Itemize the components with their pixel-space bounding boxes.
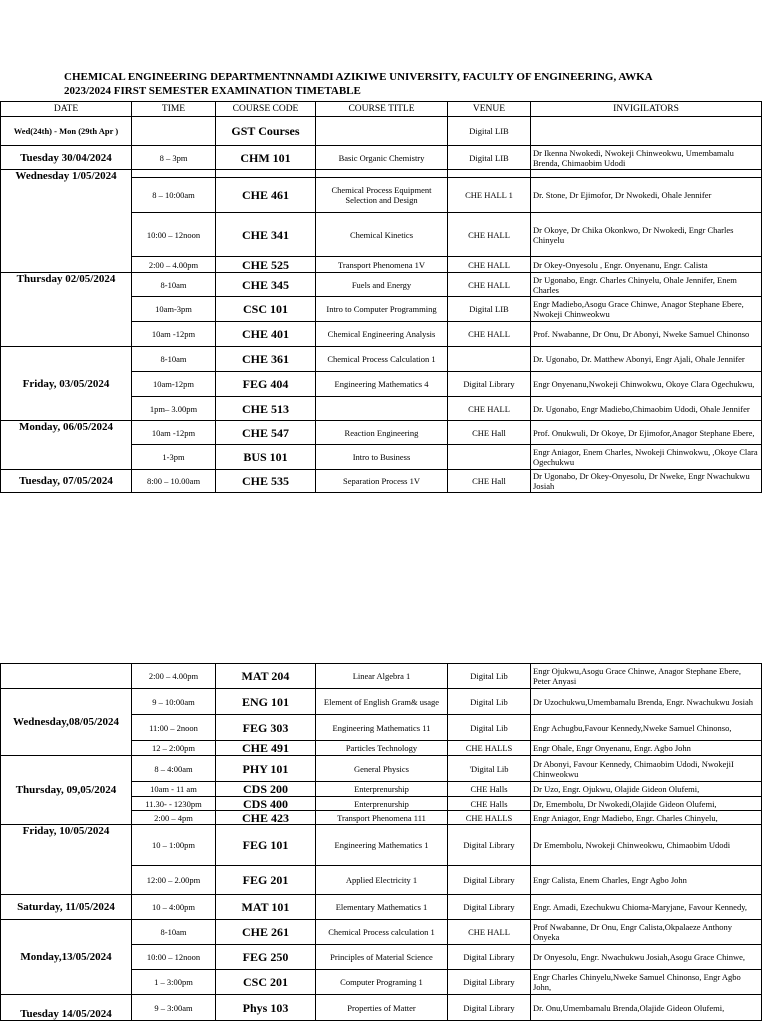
- course-code-cell: MAT 204: [216, 664, 316, 689]
- title-line-1: CHEMICAL ENGINEERING DEPARTMENTNNAMDI AZIKIWE UNIVERSITY, FACULTY OF ENGINEERING, AWKA: [64, 71, 653, 83]
- date-cell: Tuesday 14/05/2024: [1, 995, 132, 1021]
- venue-cell: CHE HALL: [448, 322, 531, 347]
- course-code-cell: CSC 201: [216, 970, 316, 995]
- invigilators-cell: Dr. Ugonabo, Dr. Matthew Abonyi, Engr Ajali, Ohale Jennifer: [531, 347, 762, 372]
- venue-cell: Digital LIB: [448, 297, 531, 322]
- time-cell: 10:00 – 12noon: [132, 945, 216, 970]
- time-cell: 10am-3pm: [132, 297, 216, 322]
- time-cell: 10am - 11 am: [132, 782, 216, 797]
- course-code-cell: CHE 423: [216, 811, 316, 825]
- invigilators-cell: [531, 117, 762, 146]
- course-title-cell: Chemical Process Calculation 1: [316, 347, 448, 372]
- invigilators-cell: Engr Aniagor, Engr Madiebo, Engr. Charles Chinyelu,: [531, 811, 762, 825]
- date-cell: Friday, 03/05/2024: [1, 347, 132, 421]
- col-header-date: DATE: [1, 102, 132, 117]
- course-title-cell: Engineering Mathematics 4: [316, 372, 448, 397]
- col-header-invigilators: INVIGILATORS: [531, 102, 762, 117]
- course-title-cell: Engineering Mathematics 11: [316, 715, 448, 741]
- date-cell: Thursday 02/05/2024: [1, 273, 132, 347]
- table-row: [1, 995, 762, 1021]
- invigilators-cell: Dr Emembolu, Nwokeji Chinweokwu, Chimaobim Udodi: [531, 825, 762, 866]
- time-cell: 8-10am: [132, 273, 216, 297]
- invigilators-cell: Dr Ikenna Nwokedi, Nwokeji Chinweokwu, Umembamalu Brenda, Chimaobim Udodi: [531, 146, 762, 170]
- course-title-cell: Chemical Kinetics: [316, 213, 448, 257]
- invigilators-cell: Dr Ugonabo, Dr Okey-Onyesolu, Dr Nweke, Engr Nwachukwu Josiah: [531, 470, 762, 493]
- course-title-cell: Principles of Material Science: [316, 945, 448, 970]
- time-cell: 9 – 3:00am: [132, 995, 216, 1021]
- time-cell: 8:00 – 10.00am: [132, 470, 216, 493]
- venue-cell: CHE HALL: [448, 273, 531, 297]
- course-code-cell: CHE 361: [216, 347, 316, 372]
- venue-cell: CHE HALL: [448, 213, 531, 257]
- course-title-cell: Computer Programing 1: [316, 970, 448, 995]
- course-code-cell: BUS 101: [216, 445, 316, 470]
- venue-cell: Digital Lib: [448, 689, 531, 715]
- timetable-part-2: [0, 663, 762, 1021]
- course-code-cell: GST Courses: [216, 117, 316, 146]
- course-code-cell: ENG 101: [216, 689, 316, 715]
- course-code-cell: CHE 535: [216, 470, 316, 493]
- table-row: [1, 347, 762, 372]
- course-code-cell: FEG 101: [216, 825, 316, 866]
- invigilators-cell: Dr, Emembolu, Dr Nwokedi,Olajide Gideon Olufemi,: [531, 797, 762, 811]
- venue-cell: Digital LIB: [448, 146, 531, 170]
- date-cell: [1, 664, 132, 689]
- venue-cell: [448, 170, 531, 178]
- time-cell: 12:00 – 2.00pm: [132, 866, 216, 895]
- invigilators-cell: Engr Aniagor, Enem Charles, Nwokeji Chinwokwu, ,Okoye Clara Ogechukwu: [531, 445, 762, 470]
- course-code-cell: PHY 101: [216, 756, 316, 782]
- course-code-cell: MAT 101: [216, 895, 316, 920]
- table-row: [1, 117, 762, 146]
- course-title-cell: Chemical Process calculation 1: [316, 920, 448, 945]
- invigilators-cell: Dr Uzo, Engr. Ojukwu, Olajide Gideon Olufemi,: [531, 782, 762, 797]
- col-header-time: TIME: [132, 102, 216, 117]
- invigilators-cell: Engr Ojukwu,Asogu Grace Chinwe, Anagor Stephane Ebere, Peter Anyasi: [531, 664, 762, 689]
- venue-cell: CHE Hall: [448, 470, 531, 493]
- course-code-cell: FEG 201: [216, 866, 316, 895]
- course-code-cell: CHE 547: [216, 421, 316, 445]
- course-code-cell: FEG 404: [216, 372, 316, 397]
- time-cell: 9 – 10:00am: [132, 689, 216, 715]
- time-cell: [132, 117, 216, 146]
- invigilators-cell: [531, 170, 762, 178]
- venue-cell: Digital Library: [448, 995, 531, 1021]
- venue-cell: Digital Library: [448, 895, 531, 920]
- course-code-cell: Phys 103: [216, 995, 316, 1021]
- course-code-cell: CHM 101: [216, 146, 316, 170]
- course-title-cell: Element of English Gram& usage: [316, 689, 448, 715]
- venue-cell: [448, 445, 531, 470]
- time-cell: 10 – 4:00pm: [132, 895, 216, 920]
- date-cell: Friday, 10/05/2024: [1, 825, 132, 895]
- course-title-cell: Intro to Business: [316, 445, 448, 470]
- invigilators-cell: Dr Abonyi, Favour Kennedy, Chimaobim Udodi, NwokejiI Chinweokwu: [531, 756, 762, 782]
- course-code-cell: CHE 401: [216, 322, 316, 347]
- course-title-cell: [316, 117, 448, 146]
- venue-cell: CHE HALLS: [448, 811, 531, 825]
- table-header-row: [1, 102, 762, 117]
- venue-cell: Digital Library: [448, 945, 531, 970]
- date-cell: Wed(24th) - Mon (29th Apr ): [1, 117, 132, 146]
- course-title-cell: Separation Process 1V: [316, 470, 448, 493]
- invigilators-cell: Engr Madiebo,Asogu Grace Chinwe, Anagor Stephane Ebere, Nwokeji Chinweokwu: [531, 297, 762, 322]
- time-cell: 1 – 3:00pm: [132, 970, 216, 995]
- table-row: [1, 146, 762, 170]
- invigilators-cell: Dr. Onu,Umembamalu Brenda,Olajide Gideon Olufemi,: [531, 995, 762, 1021]
- col-header-course-title: COURSE TITLE: [316, 102, 448, 117]
- course-title-cell: [316, 170, 448, 178]
- course-code-cell: CHE 491: [216, 741, 316, 756]
- course-code-cell: FEG 250: [216, 945, 316, 970]
- venue-cell: Digital Lib: [448, 664, 531, 689]
- venue-cell: CHE Halls: [448, 782, 531, 797]
- course-code-cell: CHE 525: [216, 257, 316, 273]
- date-cell: Wednesday 1/05/2024: [1, 170, 132, 273]
- course-title-cell: Properties of Matter: [316, 995, 448, 1021]
- venue-cell: CHE HALL: [448, 397, 531, 421]
- venue-cell: CHE Halls: [448, 797, 531, 811]
- invigilators-cell: Prof. Onukwuli, Dr Okoye, Dr Ejimofor,Anagor Stephane Ebere,: [531, 421, 762, 445]
- course-title-cell: Intro to Computer Programming: [316, 297, 448, 322]
- course-title-cell: Transport Phenomena 1V: [316, 257, 448, 273]
- time-cell: 10am -12pm: [132, 322, 216, 347]
- time-cell: 2:00 – 4pm: [132, 811, 216, 825]
- course-code-cell: FEG 303: [216, 715, 316, 741]
- course-title-cell: Basic Organic Chemistry: [316, 146, 448, 170]
- time-cell: 8-10am: [132, 920, 216, 945]
- invigilators-cell: Engr. Amadi, Ezechukwu Chioma-Maryjane, Favour Kennedy,: [531, 895, 762, 920]
- course-code-cell: CHE 461: [216, 178, 316, 213]
- time-cell: 8 – 3pm: [132, 146, 216, 170]
- venue-cell: CHE HALL: [448, 920, 531, 945]
- course-title-cell: Engineering Mathematics 1: [316, 825, 448, 866]
- date-cell: Tuesday 30/04/2024: [1, 146, 132, 170]
- course-code-cell: CHE 341: [216, 213, 316, 257]
- time-cell: [132, 170, 216, 178]
- time-cell: 12 – 2:00pm: [132, 741, 216, 756]
- venue-cell: Digital Library: [448, 970, 531, 995]
- time-cell: 1pm– 3.00pm: [132, 397, 216, 421]
- invigilators-cell: Dr. Ugonabo, Engr Madiebo,Chimaobim Udodi, Ohale Jennifer: [531, 397, 762, 421]
- course-code-cell: CSC 101: [216, 297, 316, 322]
- time-cell: 8 – 10:00am: [132, 178, 216, 213]
- course-code-cell: [216, 170, 316, 178]
- course-title-cell: Reaction Engineering: [316, 421, 448, 445]
- venue-cell: CHE HALL: [448, 257, 531, 273]
- timetable-part-1: [0, 101, 762, 493]
- course-title-cell: Chemical Engineering Analysis: [316, 322, 448, 347]
- course-title-cell: Enterprenurship: [316, 797, 448, 811]
- table-row: [1, 421, 762, 445]
- invigilators-cell: Engr Calista, Enem Charles, Engr Agbo John: [531, 866, 762, 895]
- invigilators-cell: Dr Uzochukwu,Umembamalu Brenda, Engr. Nwachukwu Josiah: [531, 689, 762, 715]
- table-row: [1, 273, 762, 297]
- course-code-cell: CDS 400: [216, 797, 316, 811]
- invigilators-cell: Engr Onyenanu,Nwokeji Chinwokwu, Okoye Clara Ogechukwu,: [531, 372, 762, 397]
- venue-cell: CHE Hall: [448, 421, 531, 445]
- time-cell: 10am -12pm: [132, 421, 216, 445]
- time-cell: 10 – 1:00pm: [132, 825, 216, 866]
- table-row: [1, 689, 762, 715]
- invigilators-cell: Prof. Nwabanne, Dr Onu, Dr Abonyi, Nweke Samuel Chinonso: [531, 322, 762, 347]
- course-title-cell: Linear Algebra 1: [316, 664, 448, 689]
- col-header-course-code: COURSE CODE: [216, 102, 316, 117]
- col-header-venue: VENUE: [448, 102, 531, 117]
- time-cell: 2:00 – 4.00pm: [132, 257, 216, 273]
- venue-cell: Digital Lib: [448, 715, 531, 741]
- table-row: [1, 470, 762, 493]
- invigilators-cell: Engr Charles Chinyelu,Nweke Samuel Chinonso, Engr Agbo John,: [531, 970, 762, 995]
- time-cell: 2:00 – 4.00pm: [132, 664, 216, 689]
- course-title-cell: [316, 397, 448, 421]
- document-title: [64, 70, 744, 98]
- venue-cell: Digital Library: [448, 372, 531, 397]
- date-cell: Wednesday,08/05/2024: [1, 689, 132, 756]
- time-cell: 8-10am: [132, 347, 216, 372]
- course-title-cell: General Physics: [316, 756, 448, 782]
- course-title-cell: Particles Technology: [316, 741, 448, 756]
- date-cell: Saturday, 11/05/2024: [1, 895, 132, 920]
- invigilators-cell: Engr Ohale, Engr Onyenanu, Engr. Agbo John: [531, 741, 762, 756]
- venue-cell: 'Digital Lib: [448, 756, 531, 782]
- course-code-cell: CDS 200: [216, 782, 316, 797]
- time-cell: 10am-12pm: [132, 372, 216, 397]
- venue-cell: Digital Library: [448, 866, 531, 895]
- course-title-cell: Enterprenurship: [316, 782, 448, 797]
- invigilators-cell: Prof Nwabanne, Dr Onu, Engr Calista,Okpalaeze Anthony Onyeka: [531, 920, 762, 945]
- time-cell: 8 – 4:00am: [132, 756, 216, 782]
- date-cell: Thursday, 09,05/2024: [1, 756, 132, 825]
- invigilators-cell: Engr Achugbu,Favour Kennedy,Nweke Samuel Chinonso,: [531, 715, 762, 741]
- title-line-2: 2023/2024 FIRST SEMESTER EXAMINATION TIMETABLE: [64, 85, 361, 97]
- venue-cell: CHE HALL 1: [448, 178, 531, 213]
- venue-cell: [448, 347, 531, 372]
- date-cell: Tuesday, 07/05/2024: [1, 470, 132, 493]
- course-title-cell: Applied Electricity 1: [316, 866, 448, 895]
- time-cell: 10:00 – 12noon: [132, 213, 216, 257]
- course-code-cell: CHE 345: [216, 273, 316, 297]
- time-cell: 11:00 – 2noon: [132, 715, 216, 741]
- venue-cell: CHE HALLS: [448, 741, 531, 756]
- invigilators-cell: Dr Okey-Onyesolu , Engr. Onyenanu, Engr. Calista: [531, 257, 762, 273]
- date-cell: Monday, 06/05/2024: [1, 421, 132, 470]
- date-cell: Monday,13/05/2024: [1, 920, 132, 995]
- time-cell: 1-3pm: [132, 445, 216, 470]
- venue-cell: Digital Library: [448, 825, 531, 866]
- course-code-cell: CHE 261: [216, 920, 316, 945]
- invigilators-cell: Dr. Stone, Dr Ejimofor, Dr Nwokedi, Ohale Jennifer: [531, 178, 762, 213]
- venue-cell: Digital LIB: [448, 117, 531, 146]
- invigilators-cell: Dr Ugonabo, Engr. Charles Chinyelu, Ohale Jennifer, Enem Charles: [531, 273, 762, 297]
- course-title-cell: Elementary Mathematics 1: [316, 895, 448, 920]
- time-cell: 11.30- - 1230pm: [132, 797, 216, 811]
- course-code-cell: CHE 513: [216, 397, 316, 421]
- invigilators-cell: Dr Okoye, Dr Chika Okonkwo, Dr Nwokedi, Engr Charles Chinyelu: [531, 213, 762, 257]
- table-row: [1, 920, 762, 945]
- table-row: [1, 756, 762, 782]
- table-row: [1, 825, 762, 866]
- table-row: [1, 895, 762, 920]
- table-row: [1, 170, 762, 178]
- course-title-cell: Chemical Process Equipment Selection and Design: [316, 178, 448, 213]
- table-row: [1, 664, 762, 689]
- course-title-cell: Fuels and Energy: [316, 273, 448, 297]
- invigilators-cell: Dr Onyesolu, Engr. Nwachukwu Josiah,Asogu Grace Chinwe,: [531, 945, 762, 970]
- course-title-cell: Transport Phenomena 111: [316, 811, 448, 825]
